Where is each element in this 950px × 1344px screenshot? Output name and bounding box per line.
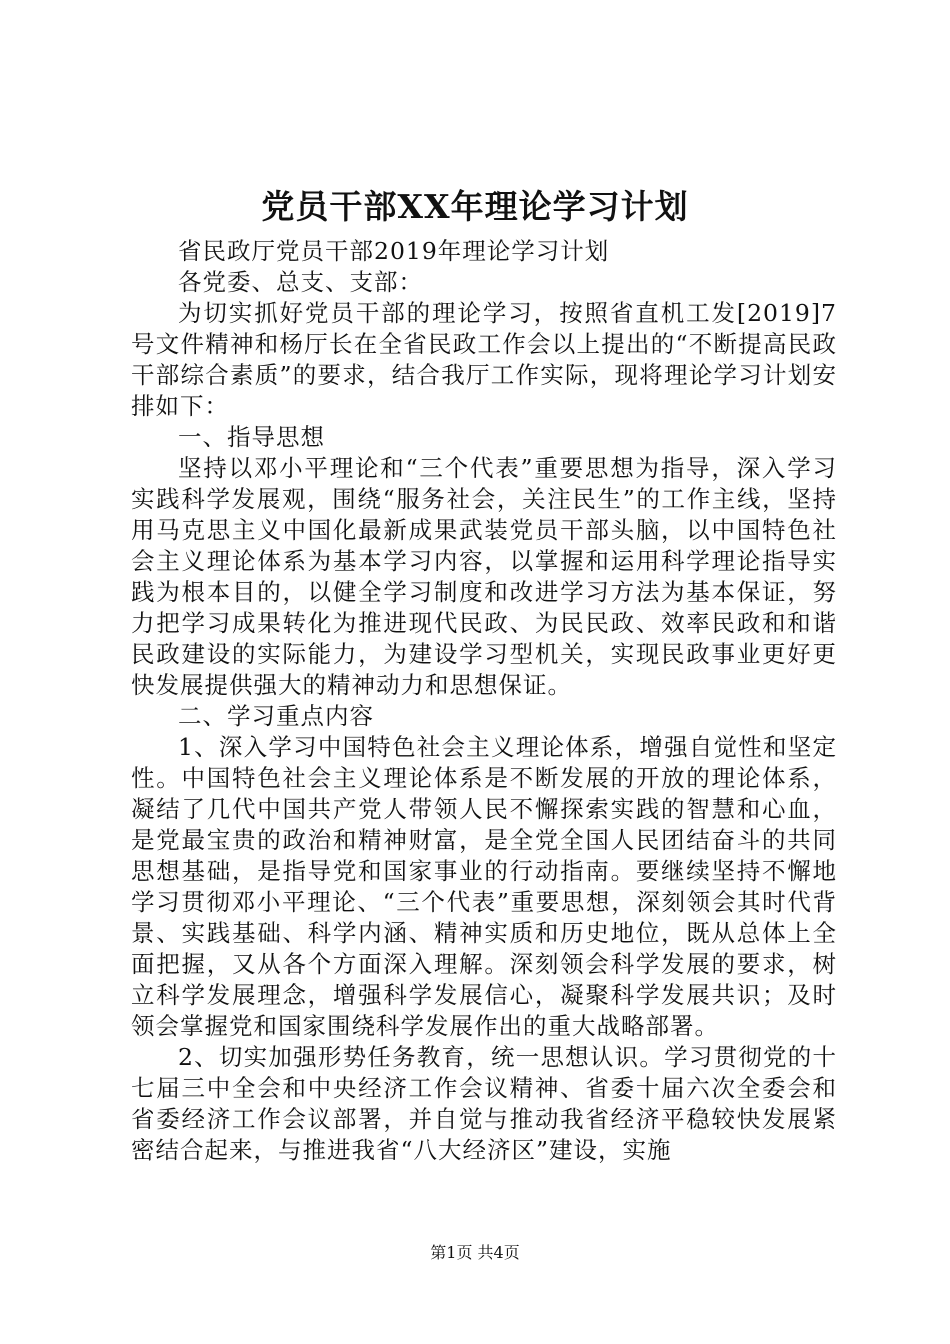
section-heading-guiding-thought: 一、指导思想 [178,423,325,451]
document-body [131,236,837,1166]
paragraph-salutation: 各党委、总支、支部： [178,268,423,296]
paragraph-guiding-thought: 坚持以邓小平理论和“三个代表”重要思想为指导，深入学习实践科学发展观，围绕“服务社会，关注民生”的工作主线，坚持用马克思主义中国化最新成果武装党员干部头脑，以中国特色社会主义理论体系为基本学习内容，以掌握和运用科学理论指导实践为根本目的，以健全学习制度和改进学习方法为基本保证，努力把学习成果转化为推进现代民政、为民民政、效率民政和和谐民政建设的实际能力，为建设学习型机关，实现民政事业更好更快发展提供强大的精神动力和思想保证。 [131,454,837,699]
paragraph-key-point-1: 1、深入学习中国特色社会主义理论体系，增强自觉性和坚定性。中国特色社会主义理论体系是不断发展的开放的理论体系，凝结了几代中国共产党人带领人民不懈探索实践的智慧和心血，是党最宝贵的政治和精神财富，是全党全国人民团结奋斗的共同思想基础，是指导党和国家事业的行动指南。要继续坚持不懈地学习贯彻邓小平理论、“三个代表”重要思想，深刻领会其时代背景、实践基础、科学内涵、精神实质和历史地位，既从总体上全面把握，又从各个方面深入理解。深刻领会科学发展的要求，树立科学发展理念，增强科学发展信心，凝聚科学发展共识；及时领会掌握党和国家围绕科学发展作出的重大战略部署。 [131,733,837,1040]
paragraph-key-point-2: 2、切实加强形势任务教育，统一思想认识。学习贯彻党的十七届三中全会和中央经济工作会议精神、省委十届六次全委会和省委经济工作会议部署，并自觉与推动我省经济平稳较快发展紧密结合起来，与推进我省“八大经济区”建设，实施 [131,1043,837,1164]
paragraph-intro: 为切实抓好党员干部的理论学习，按照省直机工发[2019]7号文件精神和杨厅长在全省民政工作会以上提出的“不断提高民政干部综合素质”的要求，结合我厅工作实际，现将理论学习计划安排如下： [131,299,837,420]
document-title: 党员干部XX年理论学习计划 [261,187,689,226]
section-heading-key-content: 二、学习重点内容 [178,702,374,730]
page-footer: 第1页 共4页 [430,1243,520,1262]
paragraph-subtitle: 省民政厅党员干部2019年理论学习计划 [178,237,610,265]
